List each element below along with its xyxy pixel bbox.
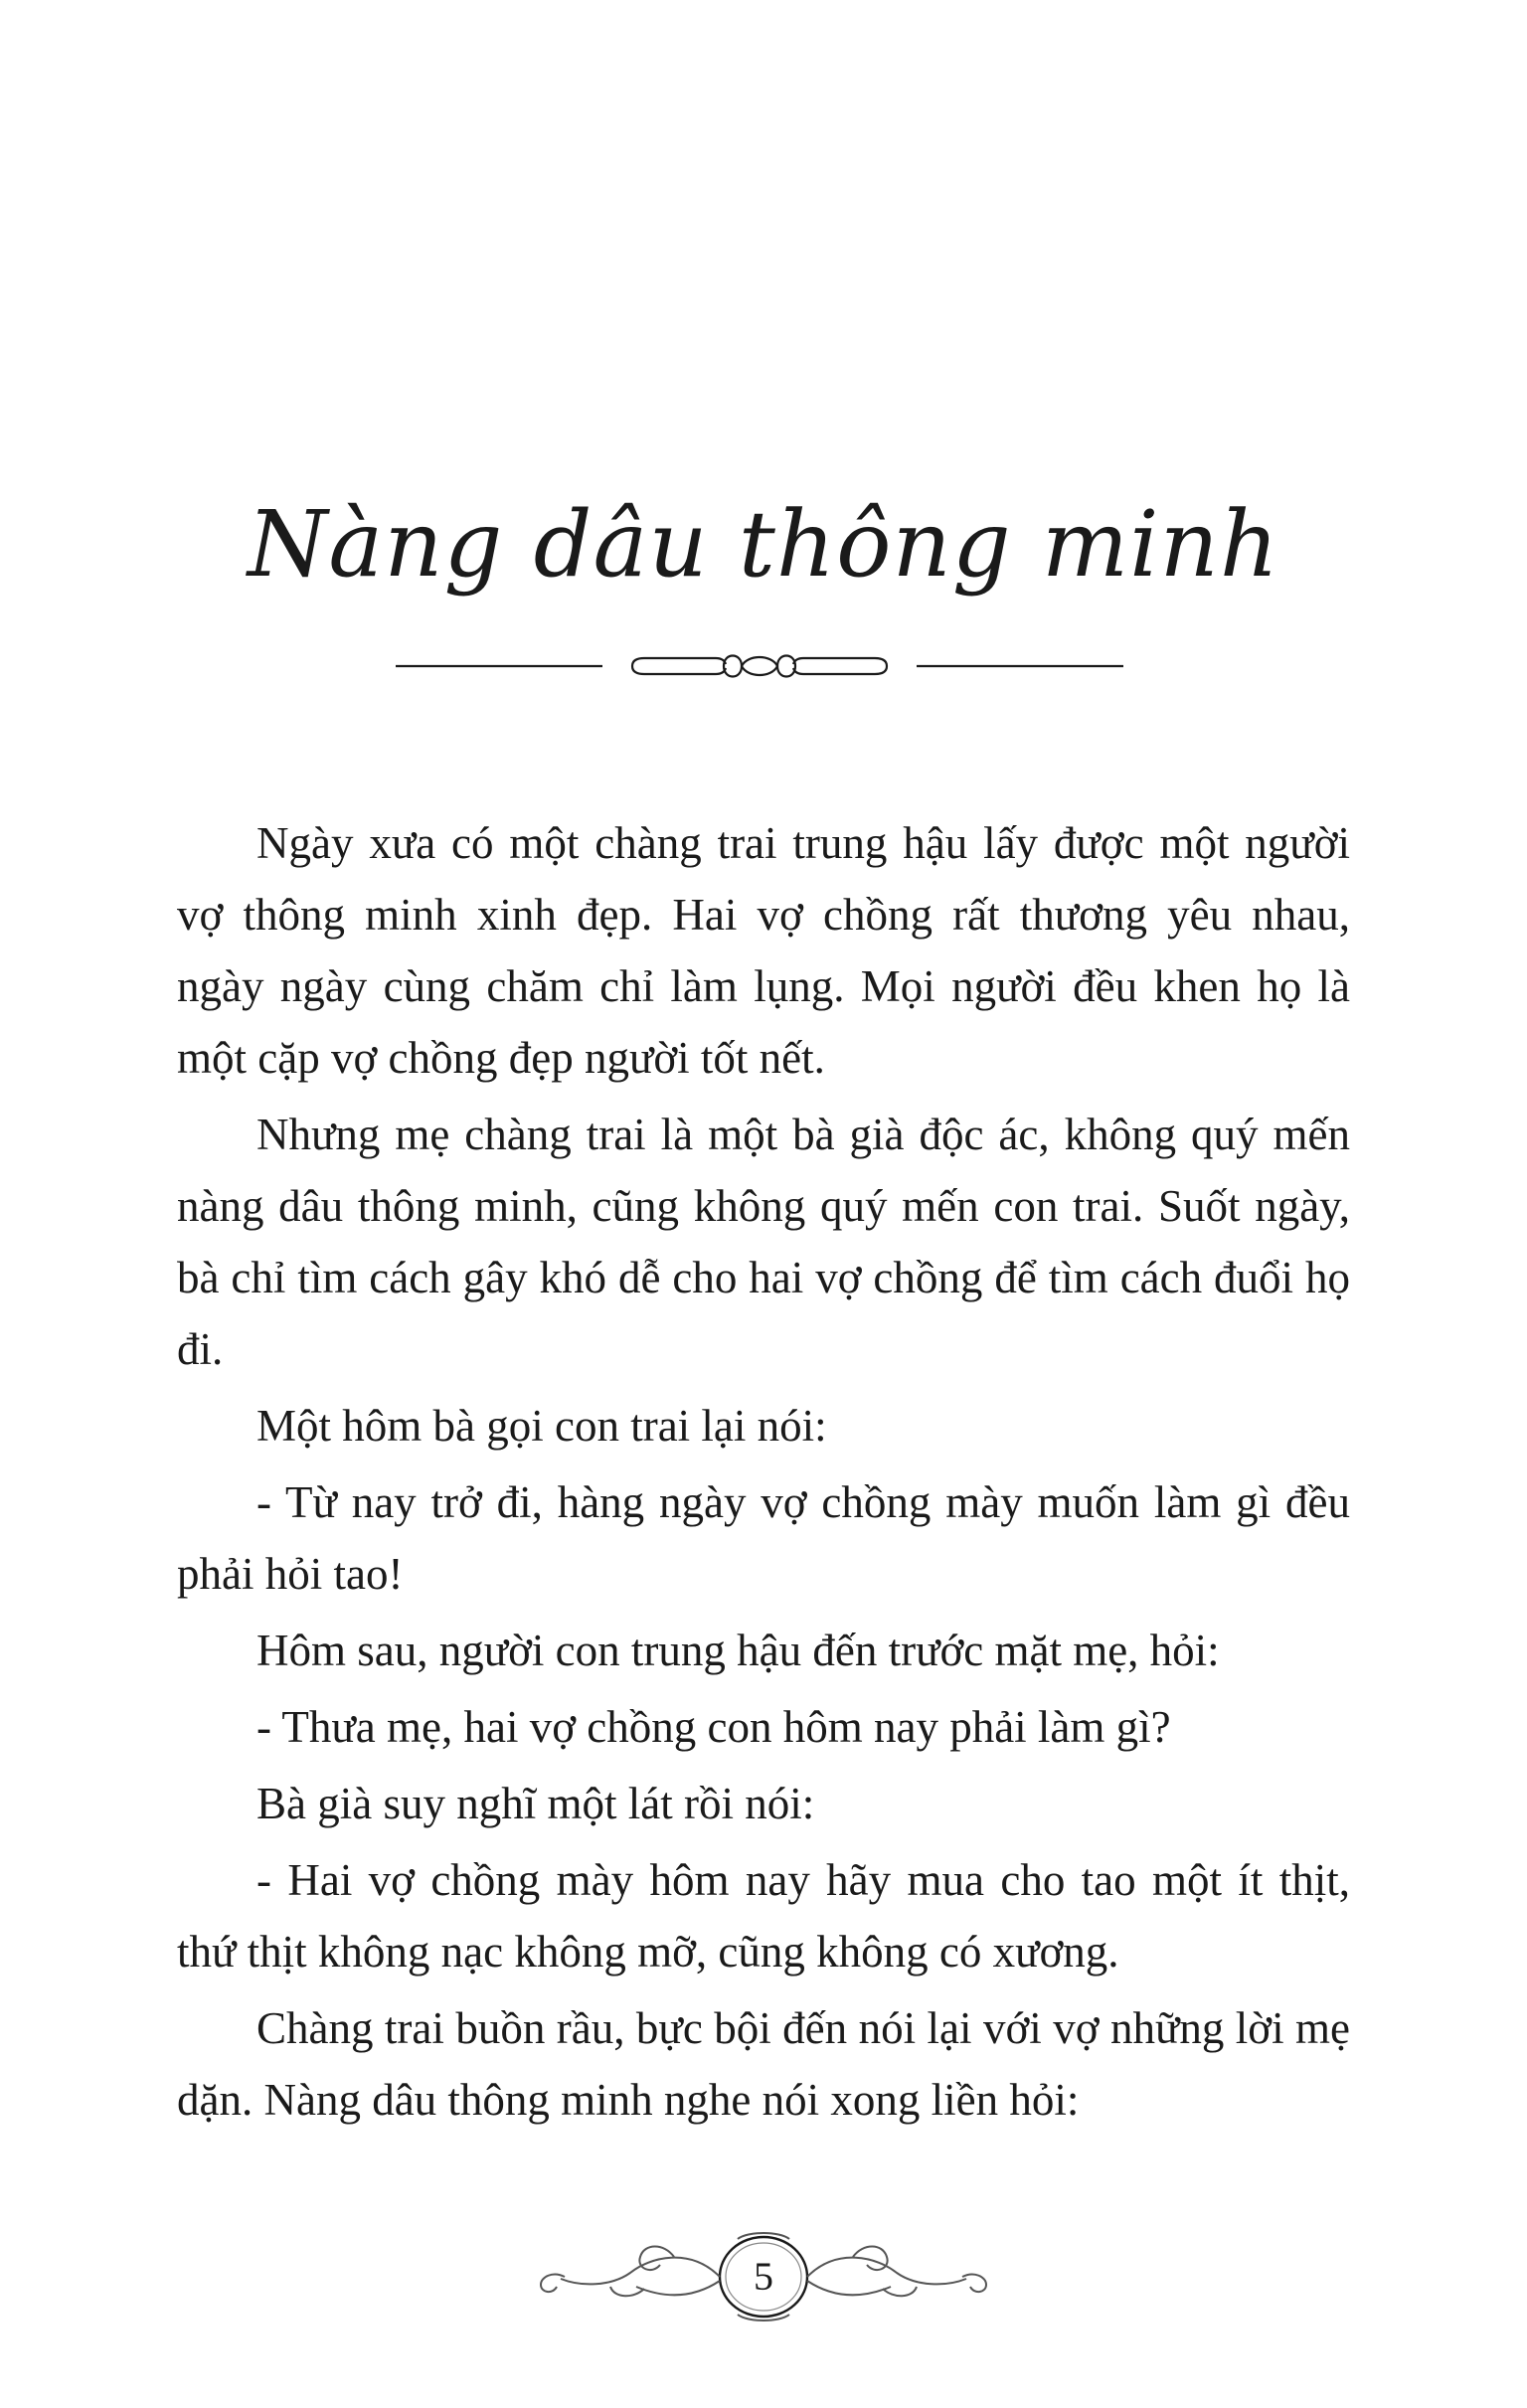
paragraph-1: Ngày xưa có một chàng trai trung hậu lấy được một người vợ thông minh xinh đẹp. Hai vợ chồng rất thương yêu nhau, ngày ngày cùng chăm chỉ làm lụng. Mọi người đều khen họ là một cặp vợ chồng đẹp người tốt nết. (177, 818, 1350, 1083)
paragraph-4: - Từ nay trở đi, hàng ngày vợ chồng mày muốn làm gì đều phải hỏi tao! (177, 1477, 1350, 1599)
paragraph-8: - Hai vợ chồng mày hôm nay hãy mua cho tao một ít thịt, thứ thịt không nạc không mỡ, cũng không có xương. (177, 1855, 1350, 1977)
title-divider-ornament (394, 646, 1125, 686)
paragraph-9: Chàng trai buồn rầu, bực bội đến nói lại với vợ những lời mẹ dặn. Nàng dâu thông minh nghe nói xong liền hỏi: (177, 2003, 1350, 2125)
paragraph-3: Một hôm bà gọi con trai lại nói: (256, 1401, 827, 1451)
story-title: Nàng dâu thông minh (247, 491, 1280, 598)
paragraph-7: Bà già suy nghĩ một lát rồi nói: (256, 1779, 815, 1828)
paragraph-6: - Thưa mẹ, hai vợ chồng con hôm nay phải làm gì? (256, 1702, 1171, 1752)
paragraph-5: Hôm sau, người con trung hậu đến trước mặt mẹ, hỏi: (256, 1626, 1220, 1675)
page-number: 5 (754, 2254, 773, 2299)
paragraph-2: Nhưng mẹ chàng trai là một bà già độc ác, không quý mến nàng dâu thông minh, cũng không quý mến con trai. Suốt ngày, bà chỉ tìm cách gây khó dễ cho hai vợ chồng để tìm cách đuổi họ đi. (177, 1110, 1350, 1374)
story-body (177, 807, 1350, 2141)
